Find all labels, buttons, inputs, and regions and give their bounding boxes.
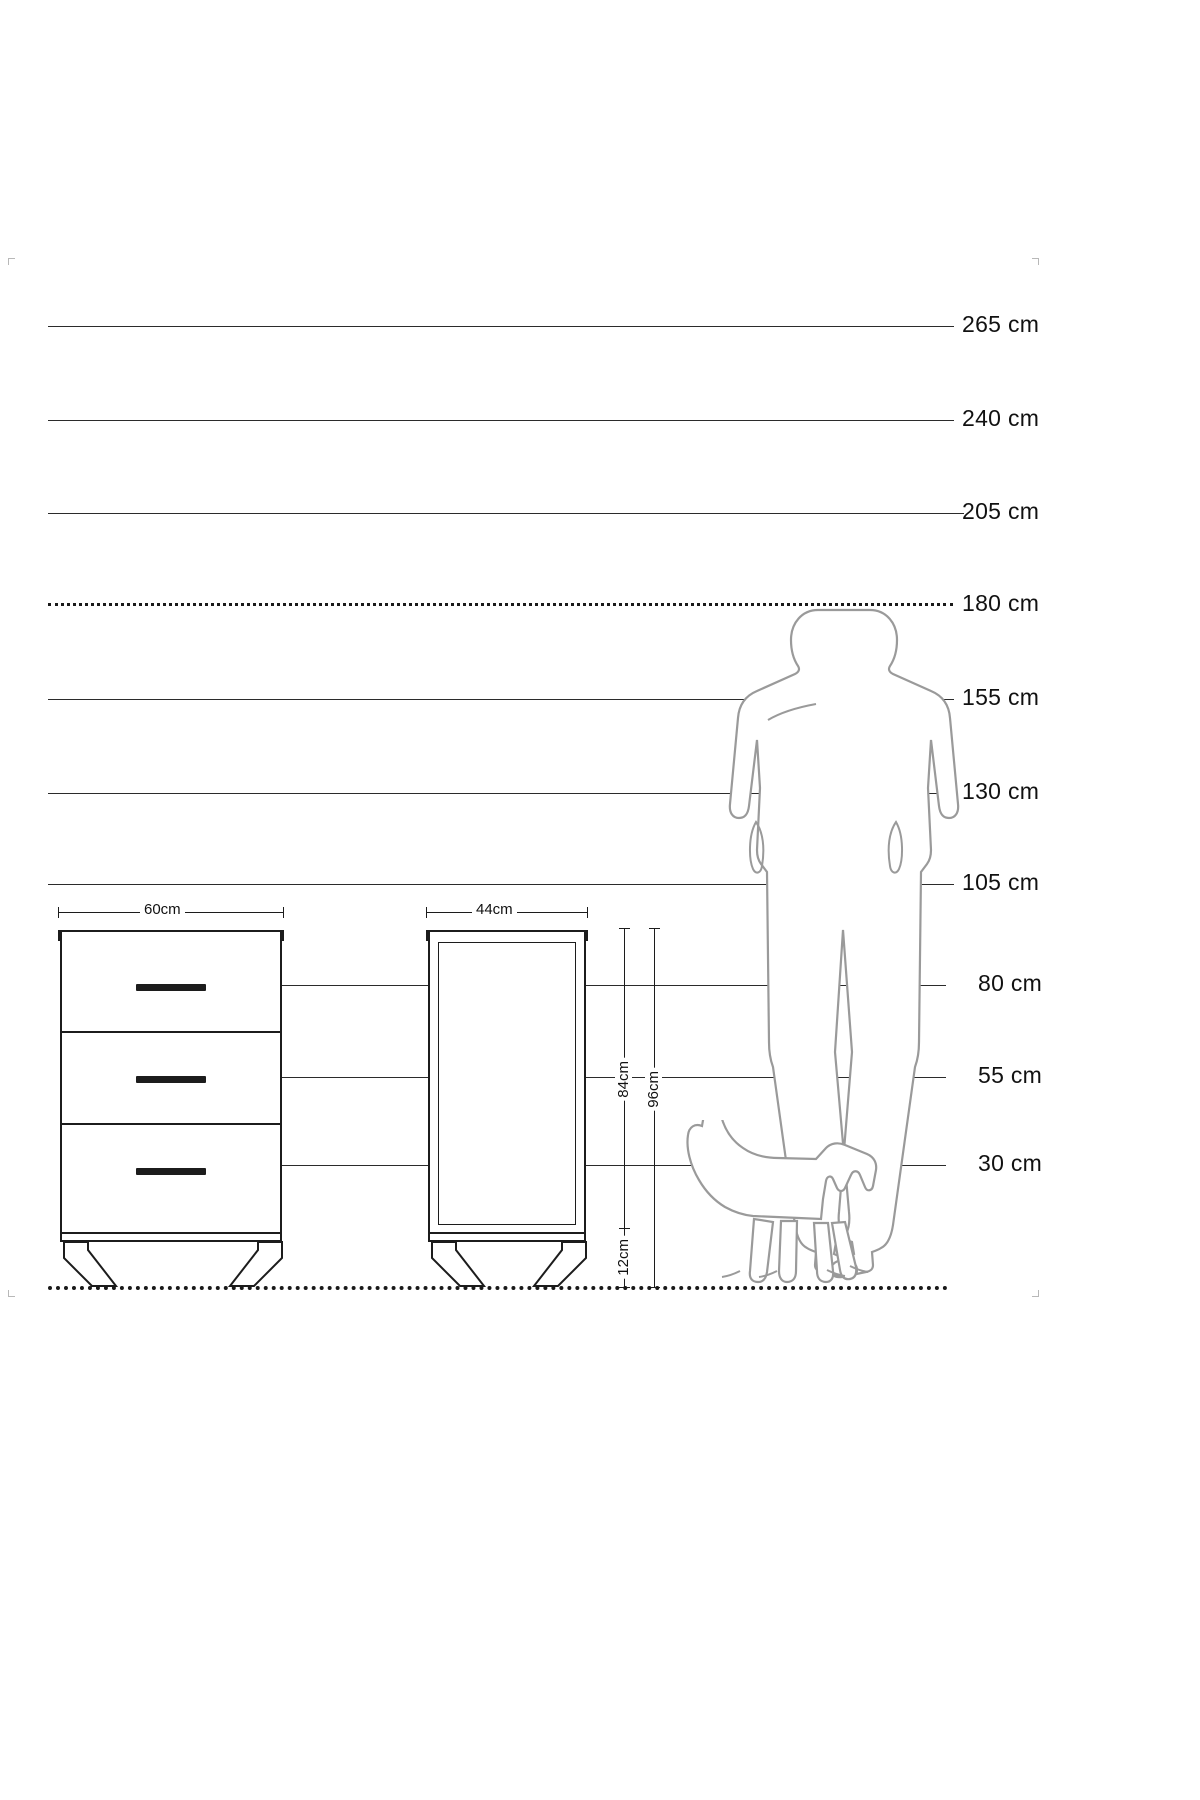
drawer-handle-icon [136,1076,206,1083]
chest-width-dim-cap-right [283,907,284,918]
chest-drawer-1[interactable] [62,941,280,1033]
ground-line [48,1286,948,1290]
reference-label-240: 240 cm [962,405,1040,431]
chest-width-label: 60cm [140,901,185,918]
corner-mark-bottom-right [1032,1290,1039,1297]
dim-96-label: 96cm [645,1068,662,1111]
dim-12-cap-top [619,1228,630,1229]
reference-line-205 [48,513,956,514]
corner-mark-top-right [1032,258,1039,265]
reference-label-155: 155 cm [962,684,1040,710]
reference-label-130: 130 cm [962,778,1040,804]
chest-body [60,930,282,1235]
corner-mark-bottom-left [8,1290,15,1297]
reference-label-205: 205 cm [962,498,1040,524]
reference-line-265 [48,326,946,327]
reference-label-80: 80 cm [978,970,1043,996]
drawer-handle-icon [136,984,206,991]
reference-tick-265 [938,326,954,327]
reference-label-105: 105 cm [962,869,1040,895]
reference-label-55: 55 cm [978,1062,1043,1088]
cabinet-width-dim-cap-left [426,907,427,918]
cabinet-legs [426,1240,592,1292]
cabinet-width-label: 44cm [472,901,517,918]
drawer-handle-icon [136,1168,206,1175]
chest-legs [58,1240,288,1292]
cabinet-width-dim-cap-right [587,907,588,918]
dim-84-cap-top [619,928,630,929]
dim-96-cap-top [649,928,660,929]
reference-label-265: 265 cm [962,311,1040,337]
chest-width-dim-cap-left [58,907,59,918]
cat-silhouette [680,1120,900,1292]
reference-tick-240 [938,420,954,421]
corner-mark-top-left [8,258,15,265]
chest-drawer-2[interactable] [62,1033,280,1125]
reference-label-180: 180 cm [962,590,1040,616]
cabinet-body[interactable] [428,930,586,1235]
reference-line-240 [48,420,946,421]
dim-84-label: 84cm [615,1058,632,1101]
reference-label-30: 30 cm [978,1150,1043,1176]
chest-drawer-3[interactable] [62,1125,280,1223]
dim-12-label: 12cm [615,1236,632,1279]
cabinet-door-panel[interactable] [438,942,576,1225]
